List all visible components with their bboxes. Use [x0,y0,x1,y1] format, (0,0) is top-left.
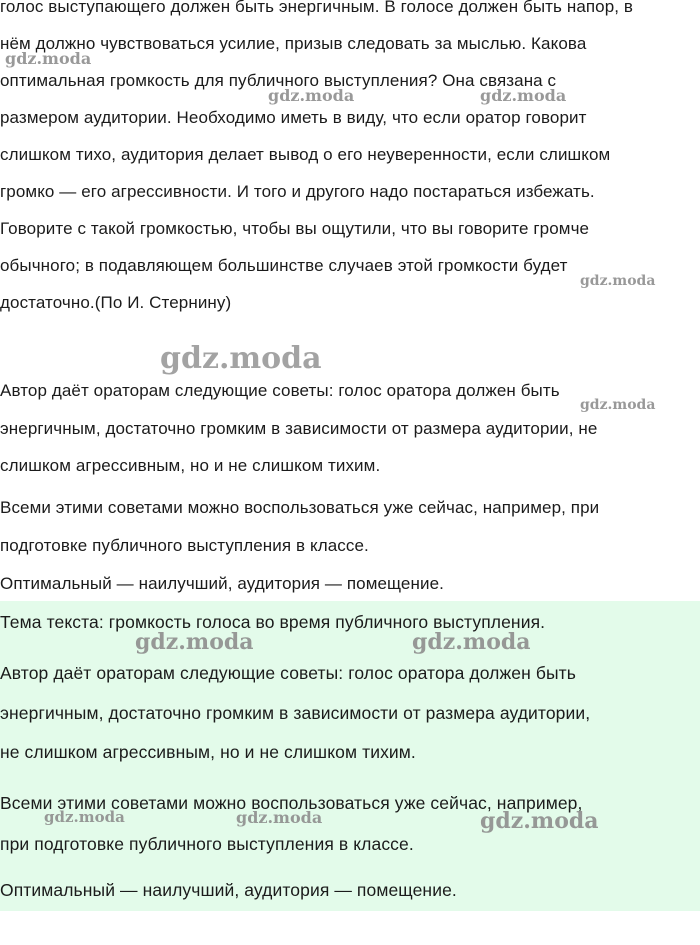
source-line: слишком тихо, аудитория делает вывод о его неуверенности, если слишком [0,145,611,164]
answer-meaning-highlighted [0,872,457,908]
watermark-logo: gdz.moda [480,86,567,105]
watermark-logo: gdz.moda [480,808,599,834]
answer-usage-plain [0,489,599,603]
answer-line: Автор даёт ораторам следующие советы: голос оратора должен быть [0,663,576,683]
source-line: голос выступающего должен быть энергичным. В голосе должен быть напор, в [0,0,634,16]
watermark-logo: gdz.moda [580,273,656,289]
source-line: оптимальная громкость для публичного выступления? Она связана с [0,71,557,90]
answer-meaning-line: Оптимальный — наилучший, аудитория — помещение. [0,880,457,900]
answer-meaning-line: Оптимальный — наилучший, аудитория — помещение. [0,574,444,593]
watermark-logo: gdz.moda [580,397,656,413]
watermark-logo: gdz.moda [268,86,355,105]
answer-advice-highlighted [0,654,590,773]
source-line: обычного; в подавляющем большинстве случаев этой громкости будет [0,256,568,275]
source-line: размером аудитории. Необходимо иметь в виду, что если оратор говорит [0,108,587,127]
answer-topic-line: Тема текста: громкость голоса во время публичного выступления. [0,612,546,632]
source-line: Говорите с такой громкостью, чтобы вы ощутили, что вы говорите громче [0,219,590,238]
source-line: громко — его агрессивности. И того и другого надо постараться избежать. [0,182,595,201]
answer-line: подготовке публичного выступления в классе. [0,536,369,555]
answer-line: не слишком агрессивным, но и не слишком тихим. [0,742,416,762]
answer-line: Автор даёт ораторам следующие советы: голос оратора должен быть [0,381,560,400]
watermark-logo: gdz.moda [160,341,322,376]
answer-line: энергичным, достаточно громким в зависимости от размера аудитории, [0,702,591,723]
watermark-logo: gdz.moda [5,49,92,68]
source-text [0,0,633,321]
source-line: достаточно.(По И. Стернину) [0,293,232,312]
answer-line: Всеми этими советами можно воспользоваться уже сейчас, например, при [0,498,600,517]
watermark-logo: gdz.moda [44,808,125,826]
watermark-logo: gdz.moda [135,629,254,655]
answer-line: энергичным, достаточно громким в зависимости от размера аудитории, не [0,418,598,438]
watermark-logo: gdz.moda [412,629,531,655]
source-line: нём должно чувствоваться усилие, призыв следовать за мыслью. Какова [0,34,587,53]
watermark-logo: gdz.moda [236,808,323,827]
answer-advice-plain [0,372,597,485]
answer-line: слишком агрессивным, но и не слишком тихим. [0,456,381,475]
answer-line: Всеми этими советами можно воспользоваться уже сейчас, например, [0,793,583,813]
answer-line: при подготовке публичного выступления в классе. [0,834,414,854]
